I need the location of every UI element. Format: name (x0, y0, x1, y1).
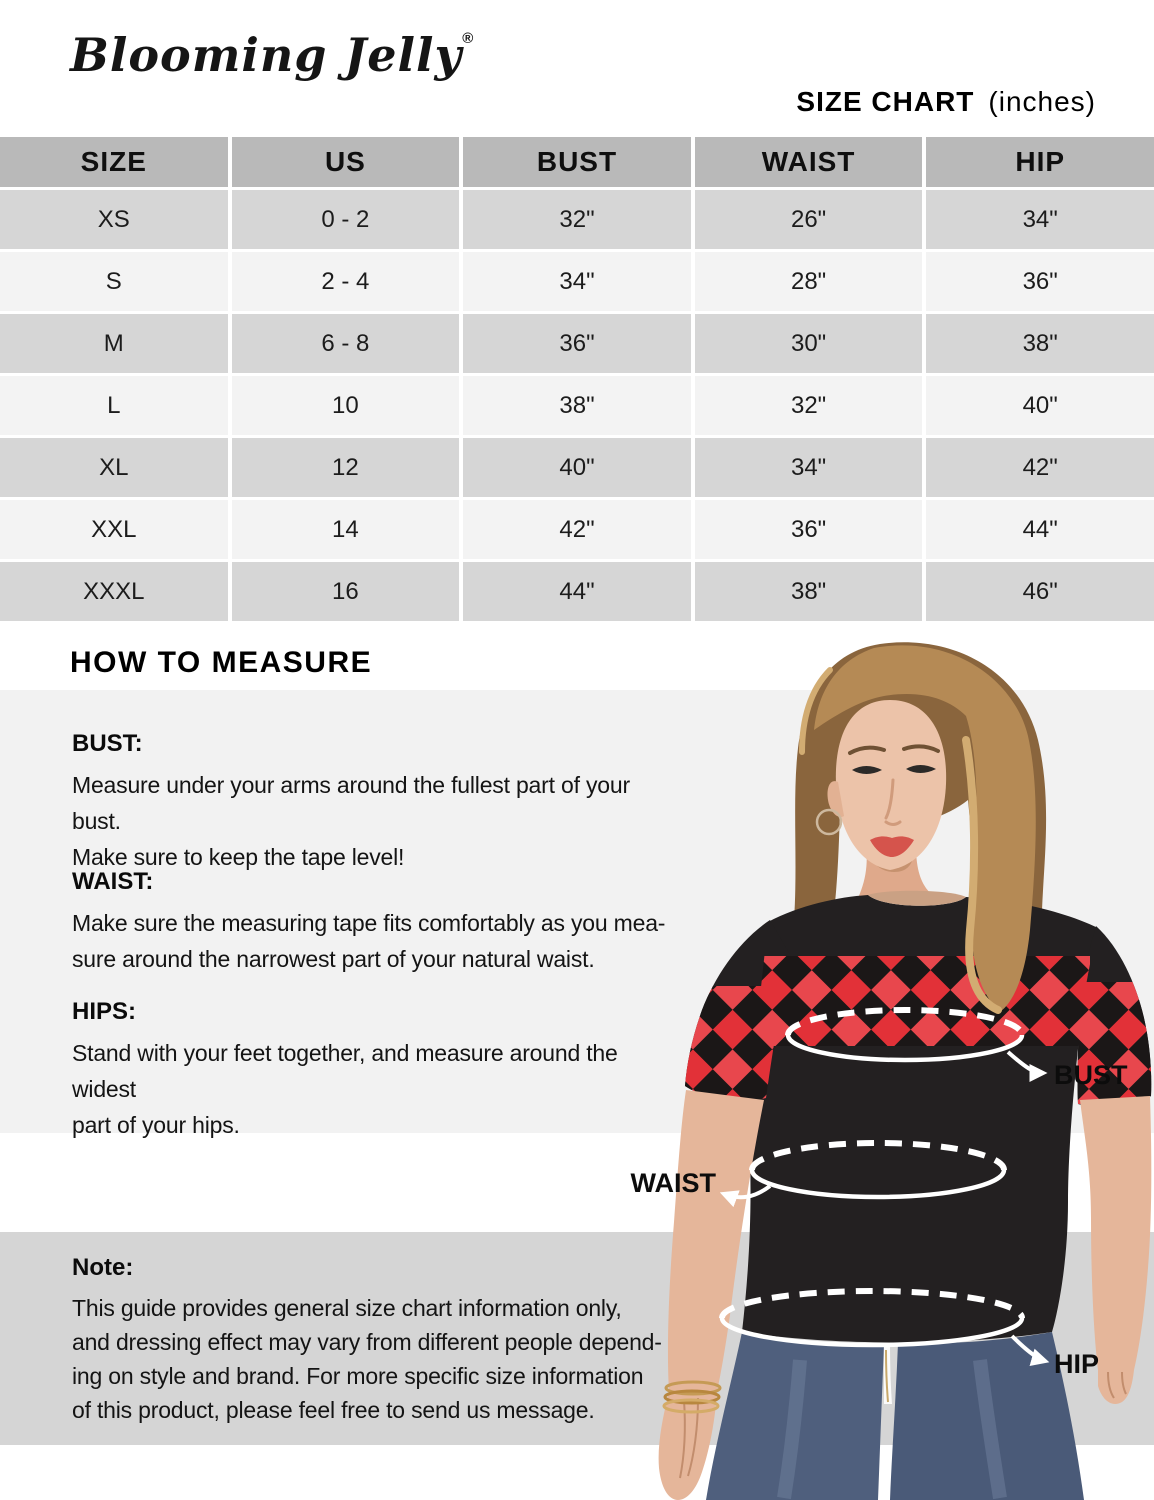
size-table (0, 134, 1154, 624)
cell-size: XXL (0, 500, 228, 559)
cell-bust: 42" (463, 500, 691, 559)
cell-us: 14 (232, 500, 460, 559)
cell-us: 12 (232, 438, 460, 497)
cell-hip: 36" (926, 252, 1154, 311)
cell-bust: 44" (463, 562, 691, 621)
size-chart-title (796, 86, 1096, 118)
waist-figure-label: WAIST (630, 1168, 716, 1198)
cell-us: 2 - 4 (232, 252, 460, 311)
cell-waist: 34" (695, 438, 923, 497)
cell-us: 10 (232, 376, 460, 435)
cell-size: XXXL (0, 562, 228, 621)
note-section-line: This guide provides general size chart information only, (72, 1295, 622, 1321)
col-header-waist: WAIST (695, 137, 923, 187)
bust-section-label: BUST: (72, 730, 143, 757)
note-section-line: of this product, please feel free to send us message. (72, 1397, 595, 1423)
waist-section-line: Make sure the measuring tape fits comfortably as you mea- (72, 910, 666, 936)
col-header-us: US (232, 137, 460, 187)
col-header-bust: BUST (463, 137, 691, 187)
cell-waist: 30" (695, 314, 923, 373)
table-row (0, 500, 1154, 559)
note-section-label: Note: (72, 1254, 134, 1281)
size-chart-unit-note: (inches) (988, 86, 1096, 117)
registered-trademark-icon: ® (462, 30, 475, 47)
hips-section-label: HIPS: (72, 998, 137, 1025)
cell-size: XS (0, 190, 228, 249)
cell-waist: 26" (695, 190, 923, 249)
table-row (0, 314, 1154, 373)
bust-section-line: Measure under your arms around the fullest part of your bust. (72, 772, 630, 834)
cell-waist: 28" (695, 252, 923, 311)
cell-us: 0 - 2 (232, 190, 460, 249)
cell-hip: 42" (926, 438, 1154, 497)
bust-section-line: Make sure to keep the tape level! (72, 844, 405, 870)
col-header-hip: HIP (926, 137, 1154, 187)
cell-bust: 32" (463, 190, 691, 249)
table-row (0, 376, 1154, 435)
hips-section-line: part of your hips. (72, 1112, 240, 1138)
brand-logo (70, 28, 474, 82)
table-row (0, 562, 1154, 621)
cell-hip: 38" (926, 314, 1154, 373)
col-header-size: SIZE (0, 137, 228, 187)
note-section-line: and dressing effect may vary from different people depend- (72, 1329, 662, 1355)
cell-bust: 34" (463, 252, 691, 311)
cell-bust: 36" (463, 314, 691, 373)
table-row (0, 252, 1154, 311)
measure-section-waist (72, 868, 672, 977)
hip-figure-label: HIP (1054, 1349, 1100, 1379)
table-row (0, 190, 1154, 249)
cell-us: 6 - 8 (232, 314, 460, 373)
size-table-header-row (0, 137, 1154, 187)
model-jeans (706, 1332, 1084, 1500)
size-chart-title-text: SIZE CHART (796, 86, 975, 117)
cell-bust: 38" (463, 376, 691, 435)
cell-size: M (0, 314, 228, 373)
cell-size: L (0, 376, 228, 435)
cell-bust: 40" (463, 438, 691, 497)
cell-hip: 40" (926, 376, 1154, 435)
cell-hip: 34" (926, 190, 1154, 249)
cell-hip: 46" (926, 562, 1154, 621)
cell-waist: 36" (695, 500, 923, 559)
note-section-line: ing on style and brand. For more specific size information (72, 1363, 644, 1389)
waist-section-label: WAIST: (72, 868, 154, 895)
cell-waist: 32" (695, 376, 923, 435)
table-row (0, 438, 1154, 497)
model-photo (584, 620, 1154, 1500)
cell-size: XL (0, 438, 228, 497)
bust-figure-label: BUST (1054, 1060, 1128, 1090)
cell-us: 16 (232, 562, 460, 621)
cell-size: S (0, 252, 228, 311)
hips-section-line: Stand with your feet together, and measure around the widest (72, 1040, 618, 1102)
measure-section-bust (72, 730, 672, 875)
cell-waist: 38" (695, 562, 923, 621)
brand-logo-text: Blooming Jelly (70, 28, 463, 82)
how-to-measure-title: HOW TO MEASURE (70, 646, 373, 679)
cell-hip: 44" (926, 500, 1154, 559)
measure-section-hips (72, 998, 672, 1143)
waist-section-line: sure around the narrowest part of your natural waist. (72, 946, 595, 972)
